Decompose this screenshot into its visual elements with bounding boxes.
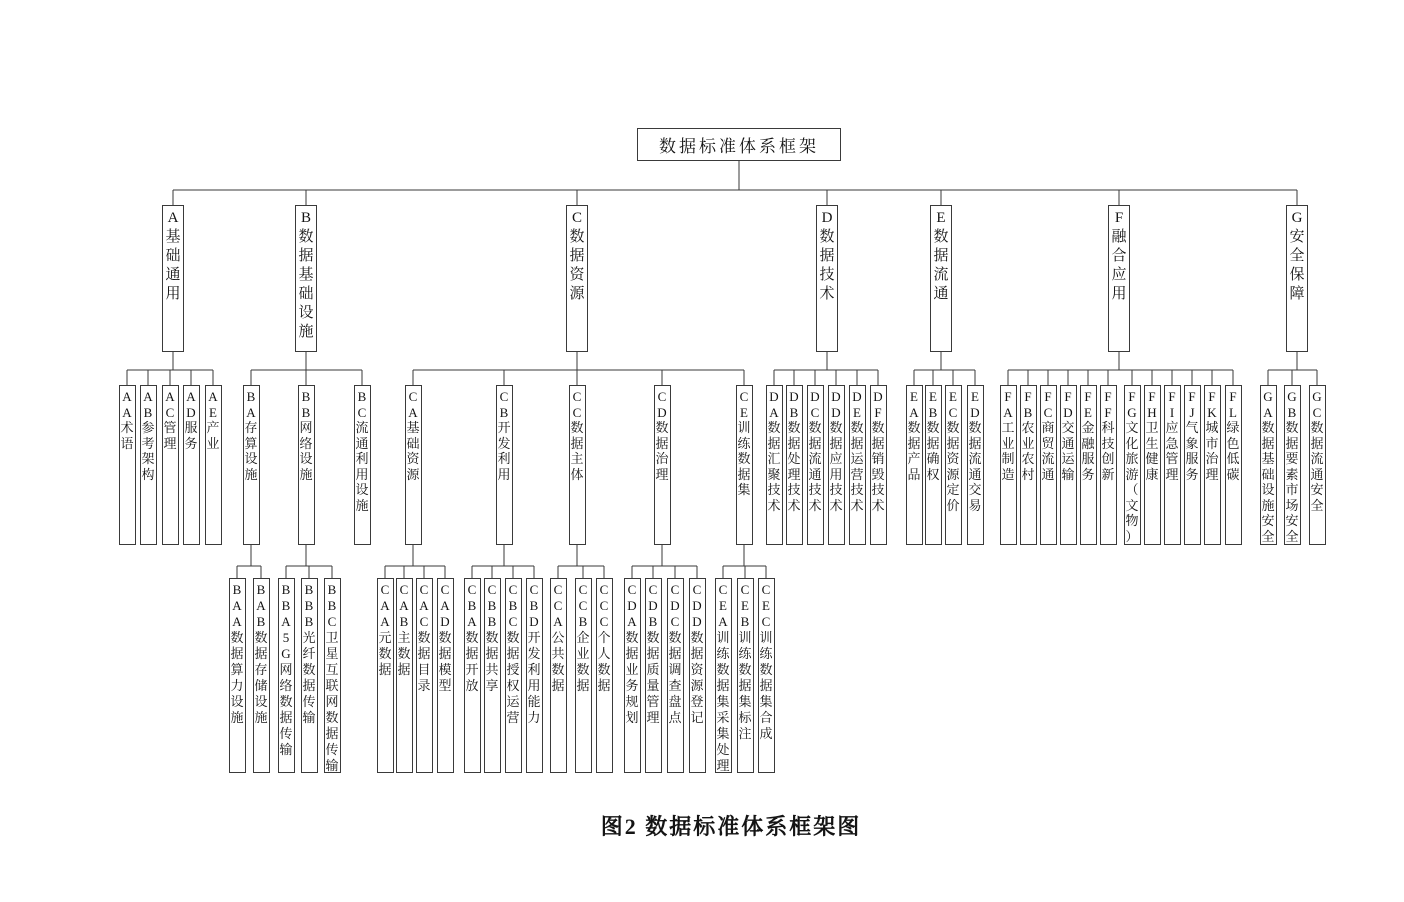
node-BC: B C 流 通 利 用 设 施 [354,385,371,545]
node-DC: D C 数 据 流 通 技 术 [807,385,824,545]
node-CCB: C C B 企 业 数 据 [575,578,592,773]
node-DE: D E 数 据 运 营 技 术 [849,385,866,545]
node-CDD: C D D 数 据 资 源 登 记 [689,578,706,773]
node-CB: C B 开 发 利 用 [496,385,513,545]
figure-caption: 图2 数据标准体系框架图 [600,814,862,839]
node-FI: F I 应 急 管 理 [1164,385,1181,545]
node-CAA: C A A 元 数 据 [377,578,394,773]
node-BBB: B B B 光 纤 数 据 传 输 [301,578,318,773]
node-FD: F D 交 通 运 输 [1060,385,1077,545]
node-BBC: B B C 卫 星 互 联 网 数 据 传 输 [324,578,341,773]
node-CBB: C B B 数 据 共 享 [484,578,501,773]
node-EA: E A 数 据 产 品 [906,385,923,545]
node-AE: A E 产 业 [205,385,222,545]
node-FL: F L 绿 色 低 碳 [1225,385,1242,545]
node-FK: F K 城 市 治 理 [1204,385,1221,545]
node-CDA: C D A 数 据 业 务 规 划 [624,578,641,773]
node-BB: B B 网 络 设 施 [298,385,315,545]
node-E: E 数 据 流 通 [930,205,952,352]
node-BA: B A 存 算 设 施 [243,385,260,545]
node-CEC: C E C 训 练 数 据 集 合 成 [758,578,775,773]
node-G: G 安 全 保 障 [1286,205,1308,352]
node-FJ: F J 气 象 服 务 [1184,385,1201,545]
node-FH: F H 卫 生 健 康 [1144,385,1161,545]
node-GB: G B 数 据 要 素 市 场 安 全 [1284,385,1301,545]
node-CBC: C B C 数 据 授 权 运 营 [505,578,522,773]
node-CAD: C A D 数 据 模 型 [437,578,454,773]
node-CEB: C E B 训 练 数 据 集 标 注 [737,578,754,773]
node-FE: F E 金 融 服 务 [1080,385,1097,545]
node-FB: F B 农 业 农 村 [1020,385,1037,545]
node-CDB: C D B 数 据 质 量 管 理 [645,578,662,773]
node-DA: D A 数 据 汇 聚 技 术 [766,385,783,545]
node-BBA: B B A 5 G 网 络 数 据 传 输 [278,578,295,773]
node-FC: F C 商 贸 流 通 [1040,385,1057,545]
node-AD: A D 服 务 [183,385,200,545]
node-CCA: C C A 公 共 数 据 [550,578,567,773]
node-CBA: C B A 数 据 开 放 [464,578,481,773]
node-BAB: B A B 数 据 存 储 设 施 [253,578,270,773]
node-GA: G A 数 据 基 础 设 施 安 全 [1260,385,1277,545]
node-AB: A B 参 考 架 构 [140,385,157,545]
node-B: B 数 据 基 础 设 施 [295,205,317,352]
node-CAC: C A C 数 据 目 录 [416,578,433,773]
node-ED: E D 数 据 流 通 交 易 [967,385,984,545]
node-FF: F F 科 技 创 新 [1100,385,1117,545]
node-D: D 数 据 技 术 [816,205,838,352]
root-node-label: 数据标准体系框架 [659,137,819,156]
node-CA: C A 基 础 资 源 [405,385,422,545]
node-CDC: C D C 数 据 调 查 盘 点 [667,578,684,773]
node-CE: C E 训 练 数 据 集 [736,385,753,545]
node-CAB: C A B 主 数 据 [396,578,413,773]
node-EB: E B 数 据 确 权 [925,385,942,545]
node-BAA: B A A 数 据 算 力 设 施 [229,578,246,773]
node-CEA: C E A 训 练 数 据 集 采 集 处 理 [715,578,732,773]
node-DB: D B 数 据 处 理 技 术 [786,385,803,545]
node-C: C 数 据 资 源 [566,205,588,352]
node-CCC: C C C 个 人 数 据 [596,578,613,773]
node-FA: F A 工 业 制 造 [1000,385,1017,545]
node-CBD: C B D 开 发 利 用 能 力 [526,578,543,773]
root-node [637,128,841,161]
node-AA: A A 术 语 [119,385,136,545]
node-DF: D F 数 据 销 毁 技 术 [870,385,887,545]
node-GC: G C 数 据 流 通 安 全 [1309,385,1326,545]
node-CD: C D 数 据 治 理 [654,385,671,545]
node-EC: E C 数 据 资 源 定 价 [945,385,962,545]
node-FG: F G 文 化 旅 游 （ 文 物 ） [1124,385,1141,545]
node-A: A 基 础 通 用 [162,205,184,352]
node-DD: D D 数 据 应 用 技 术 [828,385,845,545]
node-AC: A C 管 理 [162,385,179,545]
node-CC: C C 数 据 主 体 [569,385,586,545]
node-F: F 融 合 应 用 [1108,205,1130,352]
